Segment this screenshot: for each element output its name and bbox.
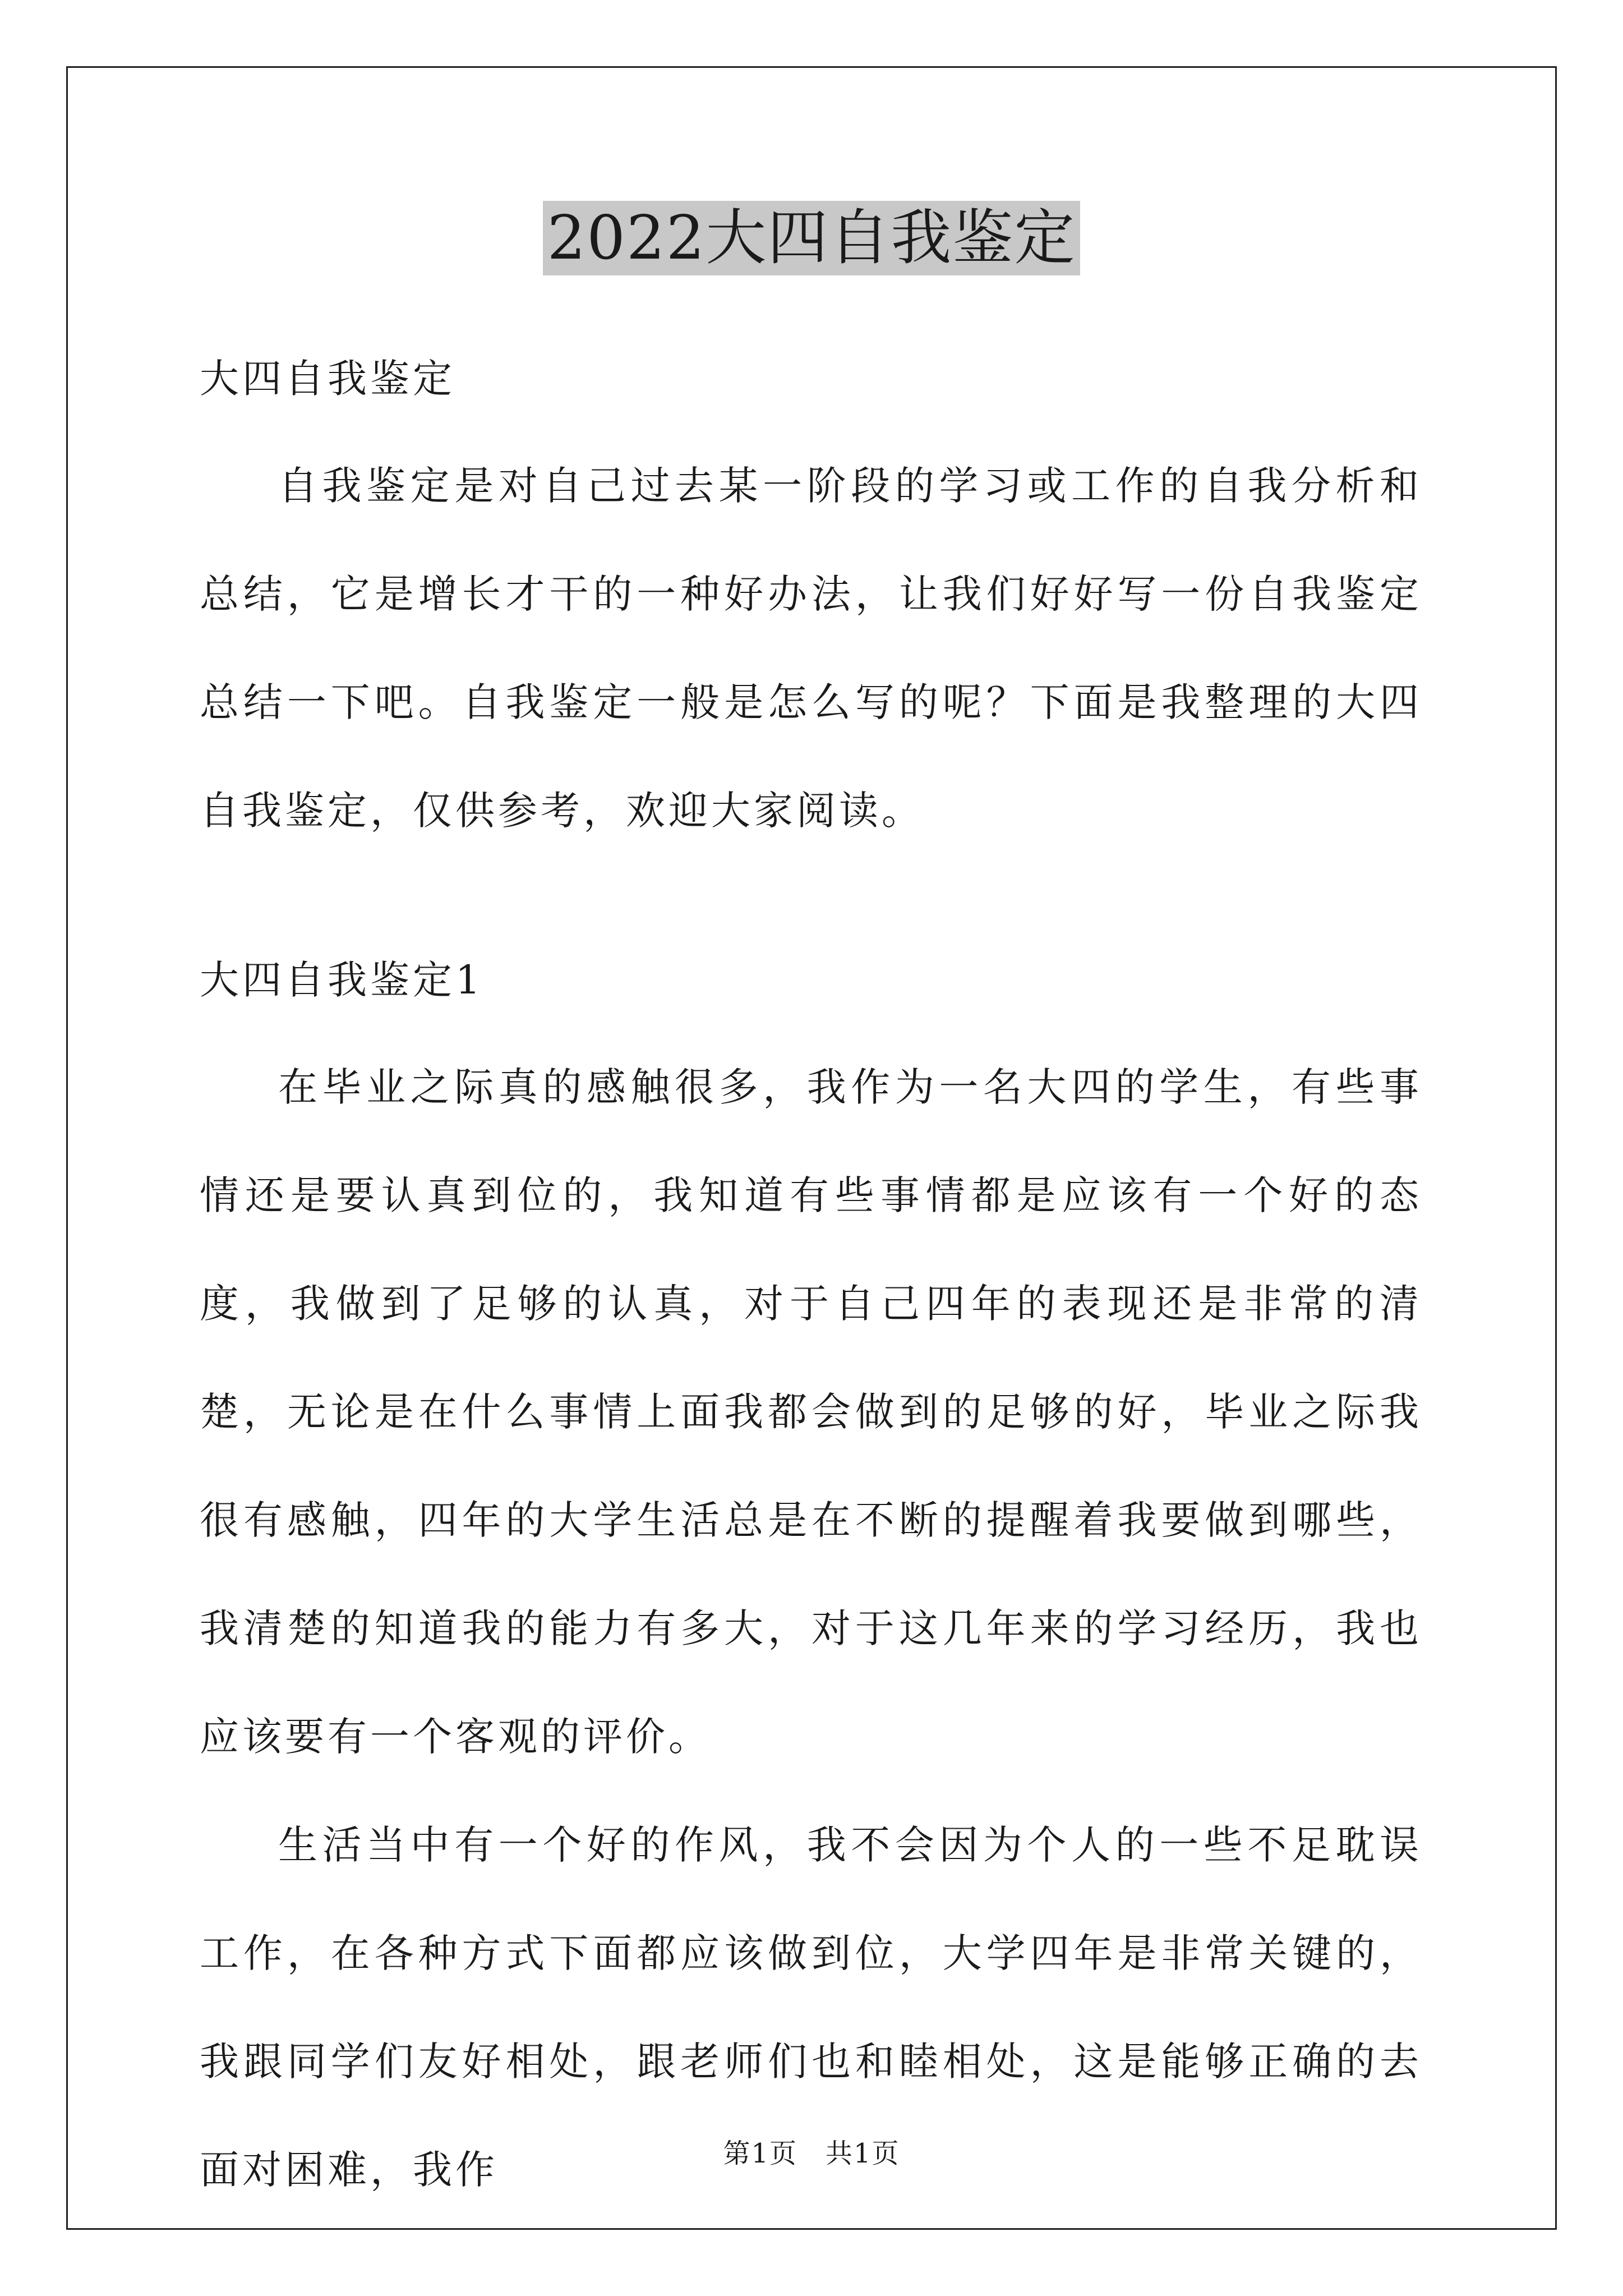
document-title	[0, 202, 1623, 275]
section-spacer	[200, 865, 1422, 949]
section-heading: 大四自我鉴定	[200, 356, 455, 402]
document-body	[200, 348, 1422, 2224]
body-paragraph: 生活当中有一个好的作风，我不会因为个人的一些不足耽误工作，在各种方式下面都应该做到位，大学四年是非常关键的，我跟同学们友好相处，跟老师们也和睦相处，这是能够正确的去面对困难，我作	[200, 1822, 1422, 2193]
page-footer: 第1页 共1页	[723, 2138, 900, 2169]
intro-paragraph: 自我鉴定是对自己过去某一阶段的学习或工作的自我分析和总结，它是增长才干的一种好办法，让我们好好写一份自我鉴定总结一下吧。自我鉴定一般是怎么写的呢？下面是我整理的大四自我鉴定，仅供参考，欢迎大家阅读。	[200, 463, 1422, 834]
body-paragraph: 在毕业之际真的感触很多，我作为一名大四的学生，有些事情还是要认真到位的，我知道有些事情都是应该有一个好的态度，我做到了足够的认真，对于自己四年的表现还是非常的清楚，无论是在什么事情上面我都会做到的足够的好，毕业之际我很有感触，四年的大学生活总是在不断的提醒着我要做到哪些，我清楚的知道我的能力有多大，对于这几年来的学习经历，我也应该要有一个客观的评价。	[200, 1064, 1422, 1760]
section-heading: 大四自我鉴定1	[200, 957, 484, 1003]
document-title-text: 2022大四自我鉴定	[543, 201, 1081, 275]
